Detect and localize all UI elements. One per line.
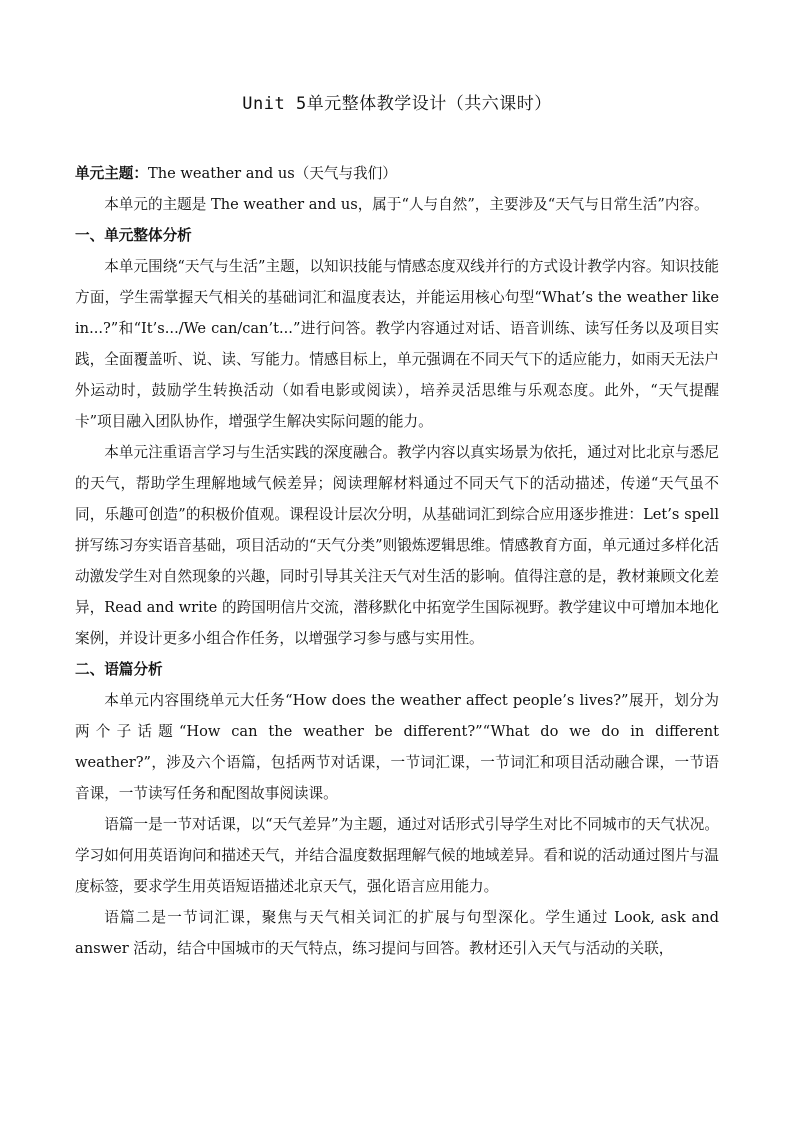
document-title: Unit 5单元整体教学设计（共六课时） [242,94,552,114]
overall-analysis-paragraph-1: 本单元围绕“天气与生活”主题，以知识技能与情感态度双线并行的方式设计教学内容。知识技能方面，学生需掌握天气相关的基础词汇和温度表达，并能运用核心句型“What’s the weather like in...?”和“It’s.../We can/can’t...”进行问答。教学内容通过对话、语音训练、读写任务以及项目实践，全面覆盖听、说、读、写能力。情感目标上，单元强调在不同天气下的适应能力，如雨天无法户外运动时，鼓励学生转换活动（如看电影或阅读），培养灵活思维与乐观态度。此外，“天气提醒卡”项目融入团队协作，增强学生解决实际问题的能力。 [75,258,719,430]
text-analysis-paragraph-2: 语篇一是一节对话课，以“天气差异”为主题，通过对话形式引导学生对比不同城市的天气状况。学习如何用英语询问和描述天气，并结合温度数据理解气候的地域差异。看和说的活动通过图片与温度标签，要求学生用英语短语描述北京天气，强化语言应用能力。 [75,816,719,895]
section-heading-overall-analysis: 一、单元整体分析 [75,227,192,244]
unit-theme-label: 单元主题： [75,165,148,182]
text-analysis-paragraph-3: 语篇二是一节词汇课，聚焦与天气相关词汇的扩展与句型深化。学生通过 Look, ask and answer 活动，结合中国城市的天气特点，练习提问与回答。教材还引入天气与活动的关联， [75,909,719,957]
unit-theme-line [75,158,719,189]
text-analysis-paragraph-1: 本单元内容围绕单元大任务“How does the weather affect people’s lives?”展开，划分为两个子话题“How can the weather be different?”“What do we do in different weather?”，涉及六个语篇，包括两节对话课，一节词汇课，一节词汇和项目活动融合课，一节语音课，一节读写任务和配图故事阅读课。 [75,692,719,802]
document-body [75,158,719,964]
unit-theme-value: The weather and us（天气与我们） [147,165,397,182]
section-heading-text-analysis: 二、语篇分析 [75,661,163,678]
unit-intro-paragraph: 本单元的主题是 The weather and us，属于“人与自然”，主要涉及“天气与日常生活”内容。 [104,196,709,213]
overall-analysis-paragraph-2: 本单元注重语言学习与生活实践的深度融合。教学内容以真实场景为依托，通过对比北京与悉尼的天气，帮助学生理解地域气候差异；阅读理解材料通过不同天气下的活动描述，传递“天气虽不同，乐趣可创造”的积极价值观。课程设计层次分明，从基础词汇到综合应用逐步推进：Let’s spell 拼写练习夯实语音基础，项目活动的“天气分类”则锻炼逻辑思维。情感教育方面，单元通过多样化活动激发学生对自然现象的兴趣，同时引导其关注天气对生活的影响。值得注意的是，教材兼顾文化差异，Read and write 的跨国明信片交流，潜移默化中拓宽学生国际视野。教学建议中可增加本地化案例，并设计更多小组合作任务，以增强学习参与感与实用性。 [75,444,719,647]
